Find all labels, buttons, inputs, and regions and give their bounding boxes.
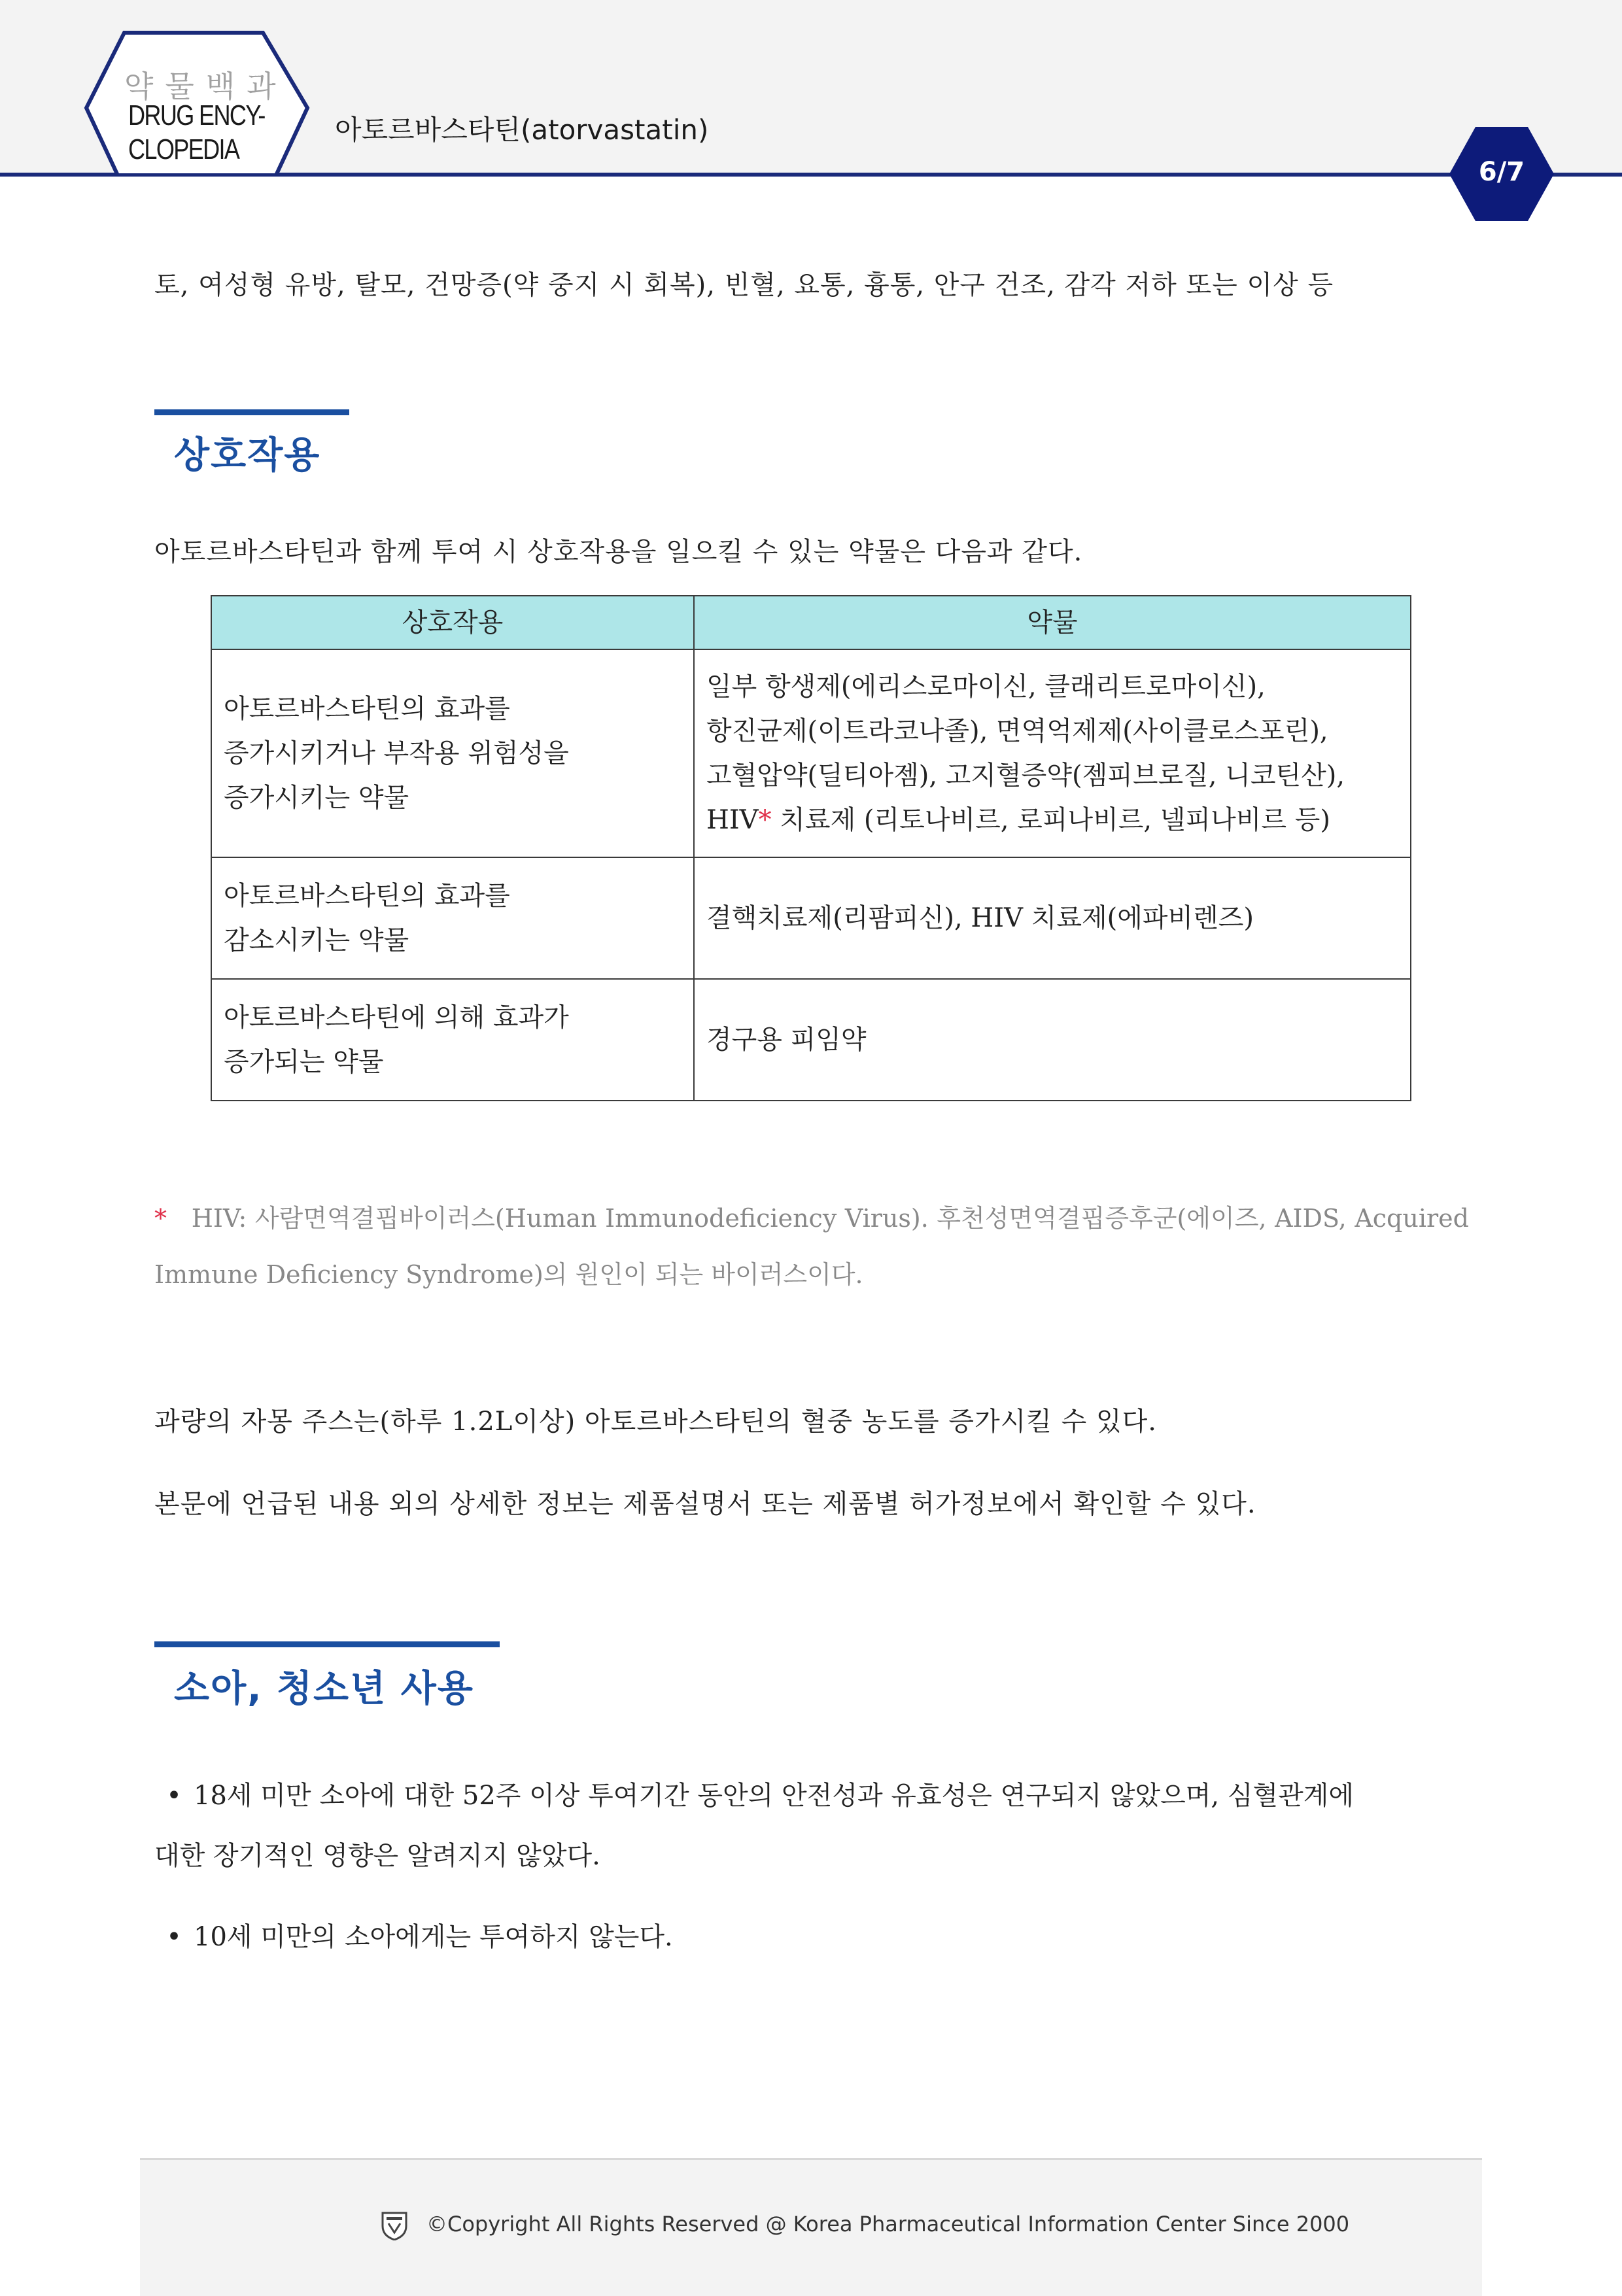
section-title-pediatric: 소아, 청소년 사용 — [174, 1668, 474, 1710]
effect-line: 아토르바스타틴의 효과를 — [224, 881, 510, 911]
bullet-text: 10세 미만의 소아에게는 투여하지 않는다. — [194, 1922, 673, 1952]
table-row — [211, 649, 1411, 857]
drug-line: 고혈압약(딜티아젬), 고지혈증약(젬피브로질, 니코틴산), — [706, 761, 1345, 791]
effect-line: 증가시키거나 부작용 위험성을 — [224, 738, 569, 768]
table-cell-drugs — [694, 979, 1411, 1101]
table-cell-drugs — [694, 649, 1411, 857]
drug-line-suffix: 치료제 (리토나비르, 로피나비르, 넬피나비르 등) — [771, 805, 1330, 835]
table-row — [211, 857, 1411, 979]
logo-english-line1: DRUG ENCY- — [128, 99, 265, 131]
bullet-icon: • — [166, 1781, 182, 1811]
drug-line: 경구용 피임약 — [706, 1025, 867, 1055]
footnote — [154, 1190, 1469, 1303]
table-cell-effect — [211, 857, 694, 979]
footnote-marker: * — [758, 805, 772, 835]
bullet-text: 18세 미만 소아에 대한 52주 이상 투여기간 동안의 안전성과 유효성은 연구되지 않았으며, 심혈관계에 — [194, 1781, 1355, 1811]
interactions-lead: 아토르바스타틴과 함께 투여 시 상호작용을 일으킬 수 있는 약물은 다음과 같다. — [154, 537, 1083, 567]
footnote-marker: * — [154, 1204, 167, 1233]
logo-english-line2: CLOPEDIA — [128, 133, 239, 165]
table-cell-effect — [211, 979, 694, 1101]
more-info-note: 본문에 언급된 내용 외의 상세한 정보는 제품설명서 또는 제품별 허가정보에서 확인할 수 있다. — [154, 1489, 1256, 1519]
list-item — [154, 1766, 1469, 1886]
bullet-icon: • — [166, 1922, 182, 1952]
document-title: 아토르바스타틴(atorvastatin) — [335, 114, 709, 146]
list-item — [154, 1907, 1469, 1967]
drug-line: 일부 항생제(에리스로마이신, 클래리트로마이신), — [706, 672, 1266, 702]
table-header-drugs: 약물 — [694, 596, 1411, 649]
effect-line: 아토르바스타틴의 효과를 — [224, 694, 510, 724]
drug-line: 결핵치료제(리팜피신), HIV 치료제(에파비렌즈) — [706, 903, 1254, 933]
section-bar — [154, 409, 349, 415]
table-cell-drugs — [694, 857, 1411, 979]
footnote-text: HIV: 사람면역결핍바이러스(Human Immunodeficiency Virus). 후천성면역결핍증후군(에이즈, AIDS, Acquired Immune Deficiency Syndrome)의 원인이 되는 바이러스이다. — [154, 1204, 1469, 1289]
shield-emblem-icon — [381, 2210, 408, 2240]
table-row — [211, 979, 1411, 1101]
effect-line: 증가되는 약물 — [224, 1047, 384, 1077]
table-header-row — [211, 596, 1411, 649]
logo-korean-text: 약물백과 — [124, 69, 288, 104]
bullet-text-continued: 대한 장기적인 영향은 알려지지 않았다. — [154, 1841, 600, 1871]
drug-line — [706, 798, 1398, 842]
effect-line: 증가시키는 약물 — [224, 783, 409, 813]
grapefruit-warning: 과량의 자몽 주스는(하루 1.2L이상) 아토르바스타틴의 혈중 농도를 증가시킬 수 있다. — [154, 1407, 1158, 1437]
section-title-interactions: 상호작용 — [174, 434, 321, 477]
hiv-label: HIV — [706, 805, 759, 835]
interaction-table — [211, 595, 1411, 1101]
table-header-effect: 상호작용 — [211, 596, 694, 649]
effect-line: 감소시키는 약물 — [224, 925, 409, 955]
copyright-text: ©Copyright All Rights Reserved @ Korea Pharmaceutical Information Center Since 2000 — [426, 2212, 1350, 2236]
effect-line: 아토르바스타틴에 의해 효과가 — [224, 1002, 569, 1033]
table-cell-effect — [211, 649, 694, 857]
page-number: 6/7 — [1478, 157, 1525, 187]
continued-side-effects-line: 토, 여성형 유방, 탈모, 건망증(약 중지 시 회복), 빈혈, 요통, 흉통, 안구 건조, 감각 저하 또는 이상 등 — [154, 270, 1334, 300]
drug-line: 항진균제(이트라코나졸), 면역억제제(사이클로스포린), — [706, 716, 1328, 746]
section-bar — [154, 1641, 500, 1647]
